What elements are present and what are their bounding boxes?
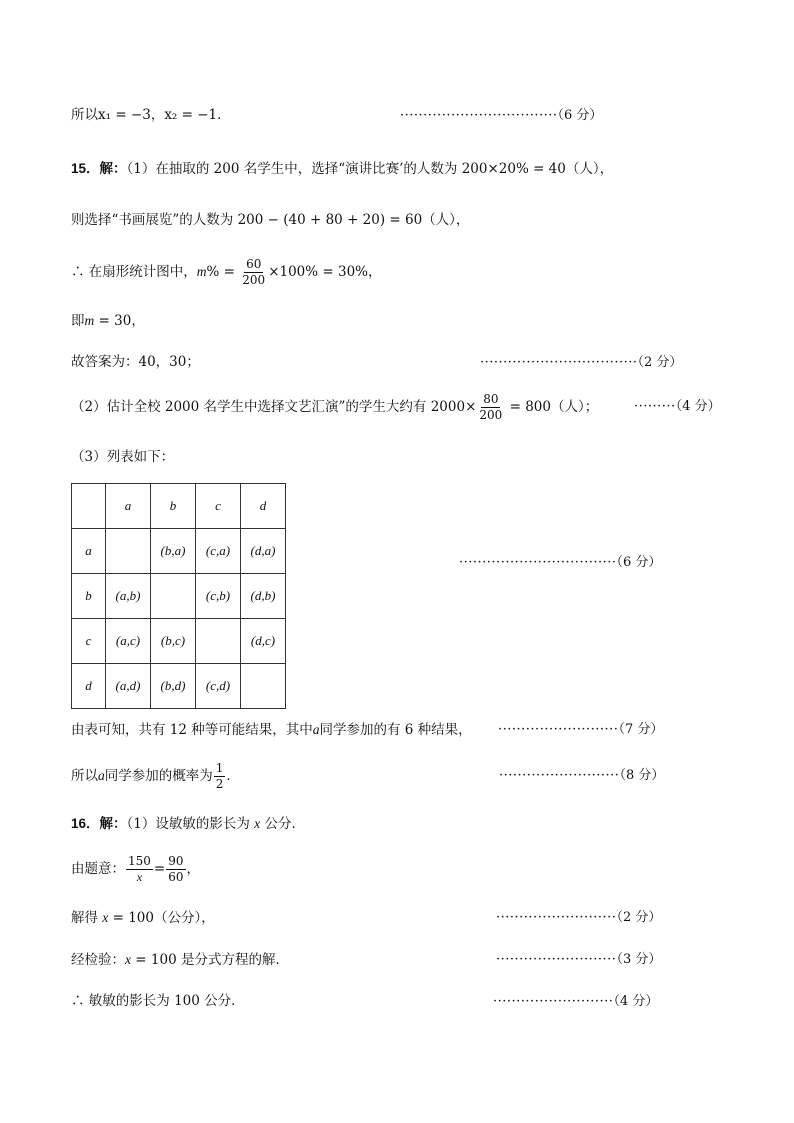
table-row <box>72 484 286 529</box>
table-cell <box>151 574 196 619</box>
q16-line-4 <box>71 953 289 968</box>
check-result: = 100 是分式方程的解． <box>131 952 289 968</box>
percent-eq: % = <box>206 264 235 281</box>
estimate-text: （2）估计全校 2000 名学生中选择文艺汇演”的学生大约有 2000× <box>71 399 477 416</box>
table-cell: (c,a) <box>196 529 241 574</box>
numerator: 90 <box>166 855 185 870</box>
leader-dots: ·························· <box>498 722 619 737</box>
leader-dots: ·································· <box>480 355 638 370</box>
table-cell: d <box>241 484 286 529</box>
score-label: （2 分） <box>616 910 662 925</box>
table-cell: (a,b) <box>106 574 151 619</box>
denominator: 200 <box>479 408 503 423</box>
score-3-marks <box>496 953 661 966</box>
question-number-16: 16．解： <box>71 816 127 831</box>
leader-dots: ·························· <box>496 910 617 925</box>
solution-line-roots <box>71 109 231 123</box>
score-label: （4 分） <box>675 399 721 414</box>
leader-dots: ·························· <box>496 952 617 967</box>
equals-sign: = <box>153 861 166 878</box>
q15-line-7 <box>71 451 174 465</box>
var-m: m <box>196 264 207 280</box>
ie-text: 即 <box>71 313 85 329</box>
score-4-marks <box>634 400 721 413</box>
var-a: a <box>98 768 105 784</box>
leader-dots: ·························· <box>493 994 614 1009</box>
probability-text: 同学参加的概率为 <box>104 768 213 785</box>
score-label: （6 分） <box>616 555 662 570</box>
q15-line-3 <box>71 258 382 287</box>
outcome-text: 由表可知，共有 12 种等可能结果，其中 <box>71 722 313 738</box>
table-cell <box>241 664 286 709</box>
q15-line-6 <box>71 393 598 422</box>
table-cell: (a,d) <box>106 664 151 709</box>
q15-line-4 <box>71 314 145 329</box>
table-cell: (b,a) <box>151 529 196 574</box>
table-cell <box>196 619 241 664</box>
score-label: （6 分） <box>557 108 603 123</box>
numerator: 80 <box>481 393 500 408</box>
q16-part1-text: （1）设敏敏的影长为 <box>126 816 255 832</box>
table-row <box>72 619 286 664</box>
solve-result: = 100（公分）， <box>108 910 215 926</box>
var-a: a <box>312 722 320 737</box>
table-cell: (c,d) <box>196 664 241 709</box>
leader-dots: ·································· <box>400 108 558 123</box>
table-cell: a <box>106 484 151 529</box>
table-cell: c <box>72 619 106 664</box>
table-row <box>72 664 286 709</box>
score-label: （8 分） <box>619 768 665 783</box>
table-cell: a <box>72 529 106 574</box>
q16-part1-unit: 公分． <box>260 816 305 832</box>
q16-line-5 <box>71 995 245 1009</box>
fraction-60-200 <box>240 258 267 287</box>
m-value: = 30， <box>94 313 145 329</box>
score-6-marks <box>400 109 602 122</box>
table-cell: (b,c) <box>151 619 196 664</box>
q15-line-8 <box>71 723 472 738</box>
var-x: x <box>254 816 261 831</box>
outcome-text-end: 同学参加的有 6 种结果， <box>319 722 472 738</box>
numerator: 60 <box>244 258 263 273</box>
estimate-result: = 800（人）； <box>505 399 599 416</box>
score-4-marks-q16 <box>493 995 658 1008</box>
therefore-text: ∴ 在扇形统计图中， <box>71 264 197 281</box>
q16-line-1 <box>71 817 305 832</box>
score-label: （4 分） <box>613 994 659 1009</box>
fraction-1-2 <box>214 762 226 791</box>
score-7-marks <box>498 723 663 736</box>
score-label: （3 分） <box>616 952 662 967</box>
period: ． <box>226 768 240 785</box>
table-cell <box>72 484 106 529</box>
q15-line-2 <box>71 214 469 228</box>
outcome-table <box>71 483 286 709</box>
table-cell: (a,c) <box>106 619 151 664</box>
question-number-15: 15．解： <box>71 161 127 176</box>
comma: ， <box>186 861 200 878</box>
var-m: m <box>84 313 95 328</box>
score-2-marks <box>480 356 682 369</box>
fraction-80-200 <box>477 393 504 422</box>
var-x: x <box>125 952 131 967</box>
conclusion-text: ∴ 敏敏的影长为 100 公分． <box>71 993 245 1009</box>
score-label: （2 分） <box>637 355 683 370</box>
denominator: 2 <box>215 777 224 792</box>
table-cell <box>106 529 151 574</box>
table-cell: (b,d) <box>151 664 196 709</box>
score-2-marks-q16 <box>496 911 661 924</box>
score-label: （7 分） <box>618 722 664 737</box>
fraction-150-x <box>126 855 153 884</box>
q15-calligraphy-count: 则选择“书画展览”的人数为 200 − (40 + 80 + 20) = 60（人）， <box>71 212 470 228</box>
table-cell: b <box>72 574 106 619</box>
denominator: 60 <box>168 870 184 885</box>
check-text: 经检验： <box>71 952 125 968</box>
leader-dots: ·························· <box>499 768 620 783</box>
q16-line-2 <box>71 855 200 884</box>
score-8-marks <box>499 769 664 782</box>
answer-text: 故答案为：40，30； <box>71 354 200 370</box>
q16-line-3 <box>71 911 215 926</box>
var-x: x <box>102 910 109 925</box>
table-cell: (d,b) <box>241 574 286 619</box>
leader-dots: ·································· <box>459 555 617 570</box>
roots-text: 所以x₁ = −3，x₂ = −1． <box>71 107 231 123</box>
table-cell: (c,b) <box>196 574 241 619</box>
solve-text: 解得 <box>71 910 103 926</box>
table-cell: c <box>196 484 241 529</box>
fraction-90-60 <box>166 855 185 884</box>
table-cell: (d,c) <box>241 619 286 664</box>
so-text: 所以 <box>71 768 98 785</box>
table-cell: (d,a) <box>241 529 286 574</box>
q15-line-5 <box>71 356 200 370</box>
table-cell: d <box>72 664 106 709</box>
outcome-table-body <box>72 484 286 709</box>
q15-line-9 <box>71 762 240 791</box>
q15-line-1 <box>71 162 613 177</box>
table-intro: （3）列表如下： <box>71 449 175 465</box>
denominator: x <box>136 870 143 885</box>
given-text: 由题意： <box>71 861 125 878</box>
table-row <box>72 574 286 619</box>
table-cell: b <box>151 484 196 529</box>
numerator: 1 <box>214 762 226 777</box>
table-row <box>72 529 286 574</box>
leader-dots: ········· <box>634 399 676 414</box>
q15-part1-text: （1）在抽取的 200 名学生中，选择“演讲比赛’的人数为 200×20% = 40（人）， <box>126 161 614 177</box>
denominator: 200 <box>242 273 266 288</box>
numerator: 150 <box>126 855 153 870</box>
score-6-marks-table <box>459 556 661 569</box>
percent-result: ×100% = 30%， <box>268 264 382 281</box>
